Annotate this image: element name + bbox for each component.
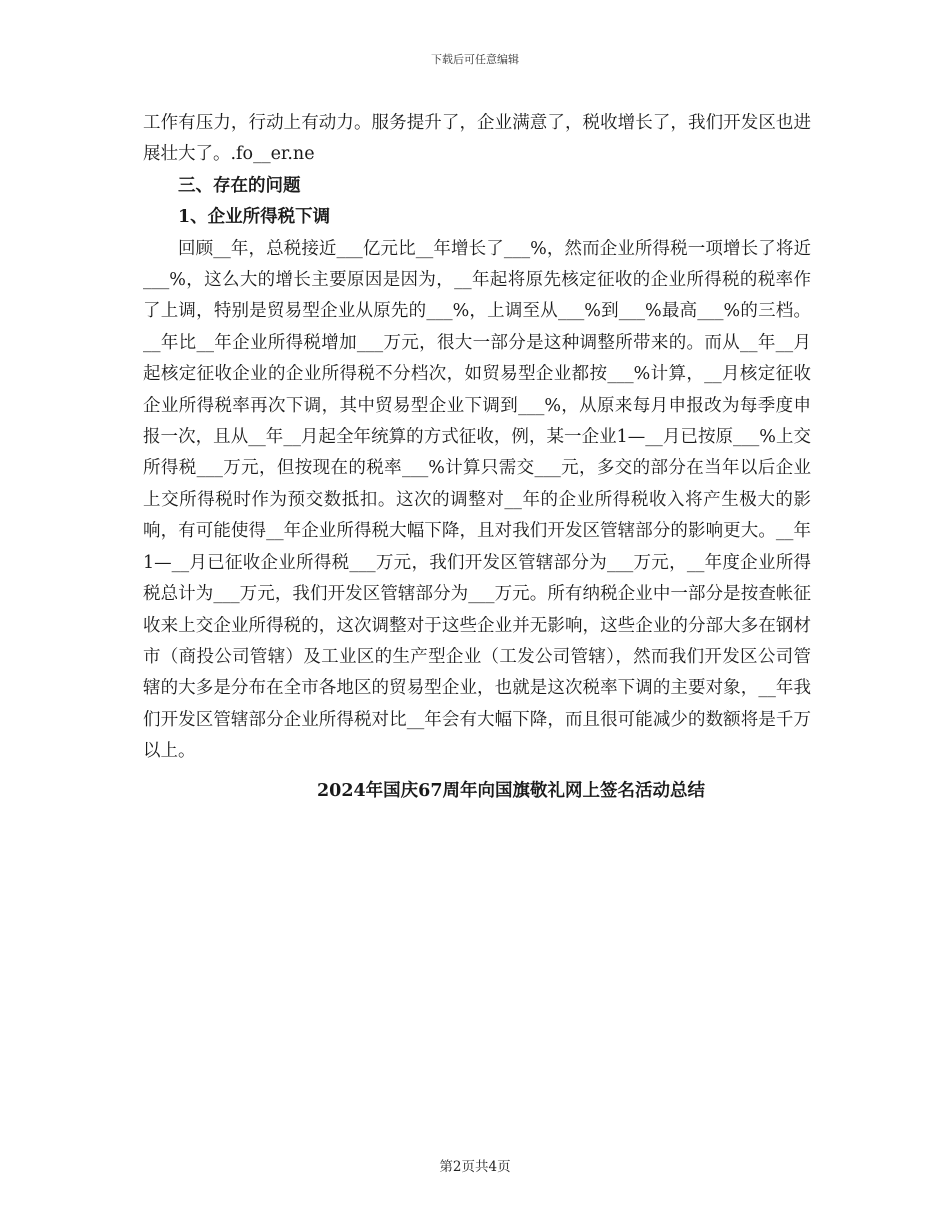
page-number: 第2页共4页 (439, 1159, 511, 1175)
document-body (143, 108, 811, 807)
subsection-heading: 1、企业所得税下调 (178, 207, 331, 228)
next-document-title: 2024年国庆67周年向国旗敬礼网上签名活动总结 (316, 780, 706, 801)
page-header-note: 下载后可任意编辑 (431, 53, 519, 66)
section-heading: 三、存在的问题 (178, 175, 301, 196)
body-paragraph: 回顾__年，总税接近___亿元比__年增长了___%，然而企业所得税一项增长了将近___%，这么大的增长主要原因是因为，__年起将原先核定征收的企业所得税的税率作了上调，特别是贸易型企业从原先的___%，上调至从___%到___%最高___%的三档。__年比__年企业所得税增加___万元，很大一部分是这种调整所带来的。而从__年__月起核定征收企业的企业所得税不分档次，如贸易型企业都按___%计算，__月核定征收企业所得税率再次下调，其中贸易型企业下调到___%，从原来每月申报改为每季度申报一次，且从__年__月起全年统算的方式征收，例，某一企业1—__月已按原___%上交所得税___万元，但按现在的税率___%计算只需交___元，多交的部分在当年以后企业上交所得税时作为预交数抵扣。这次的调整对__年的企业所得税收入将产生极大的影响，有可能使得__年企业所得税大幅下降，且对我们开发区管辖部分的影响更大。__年1—__月已征收企业所得税___万元，我们开发区管辖部分为___万元，__年度企业所得税总计为___万元，我们开发区管辖部分为___万元。所有纳税企业中一部分是按查帐征收来上交企业所得税的，这次调整对于这些企业并无影响，这些企业的分部大多在钢材市（商投公司管辖）及工业区的生产型企业（工发公司管辖），然而我们开发区公司管辖的大多是分布在全市各地区的贸易型企业，也就是这次税率下调的主要对象，__年我们开发区管辖部分企业所得税对比__年会有大幅下降，而且很可能减少的数额将是千万以上。 (143, 238, 811, 762)
continued-paragraph: 工作有压力，行动上有动力。服务提升了，企业满意了，税收增长了，我们开发区也进展壮大了。.fo__er.ne (143, 113, 811, 165)
